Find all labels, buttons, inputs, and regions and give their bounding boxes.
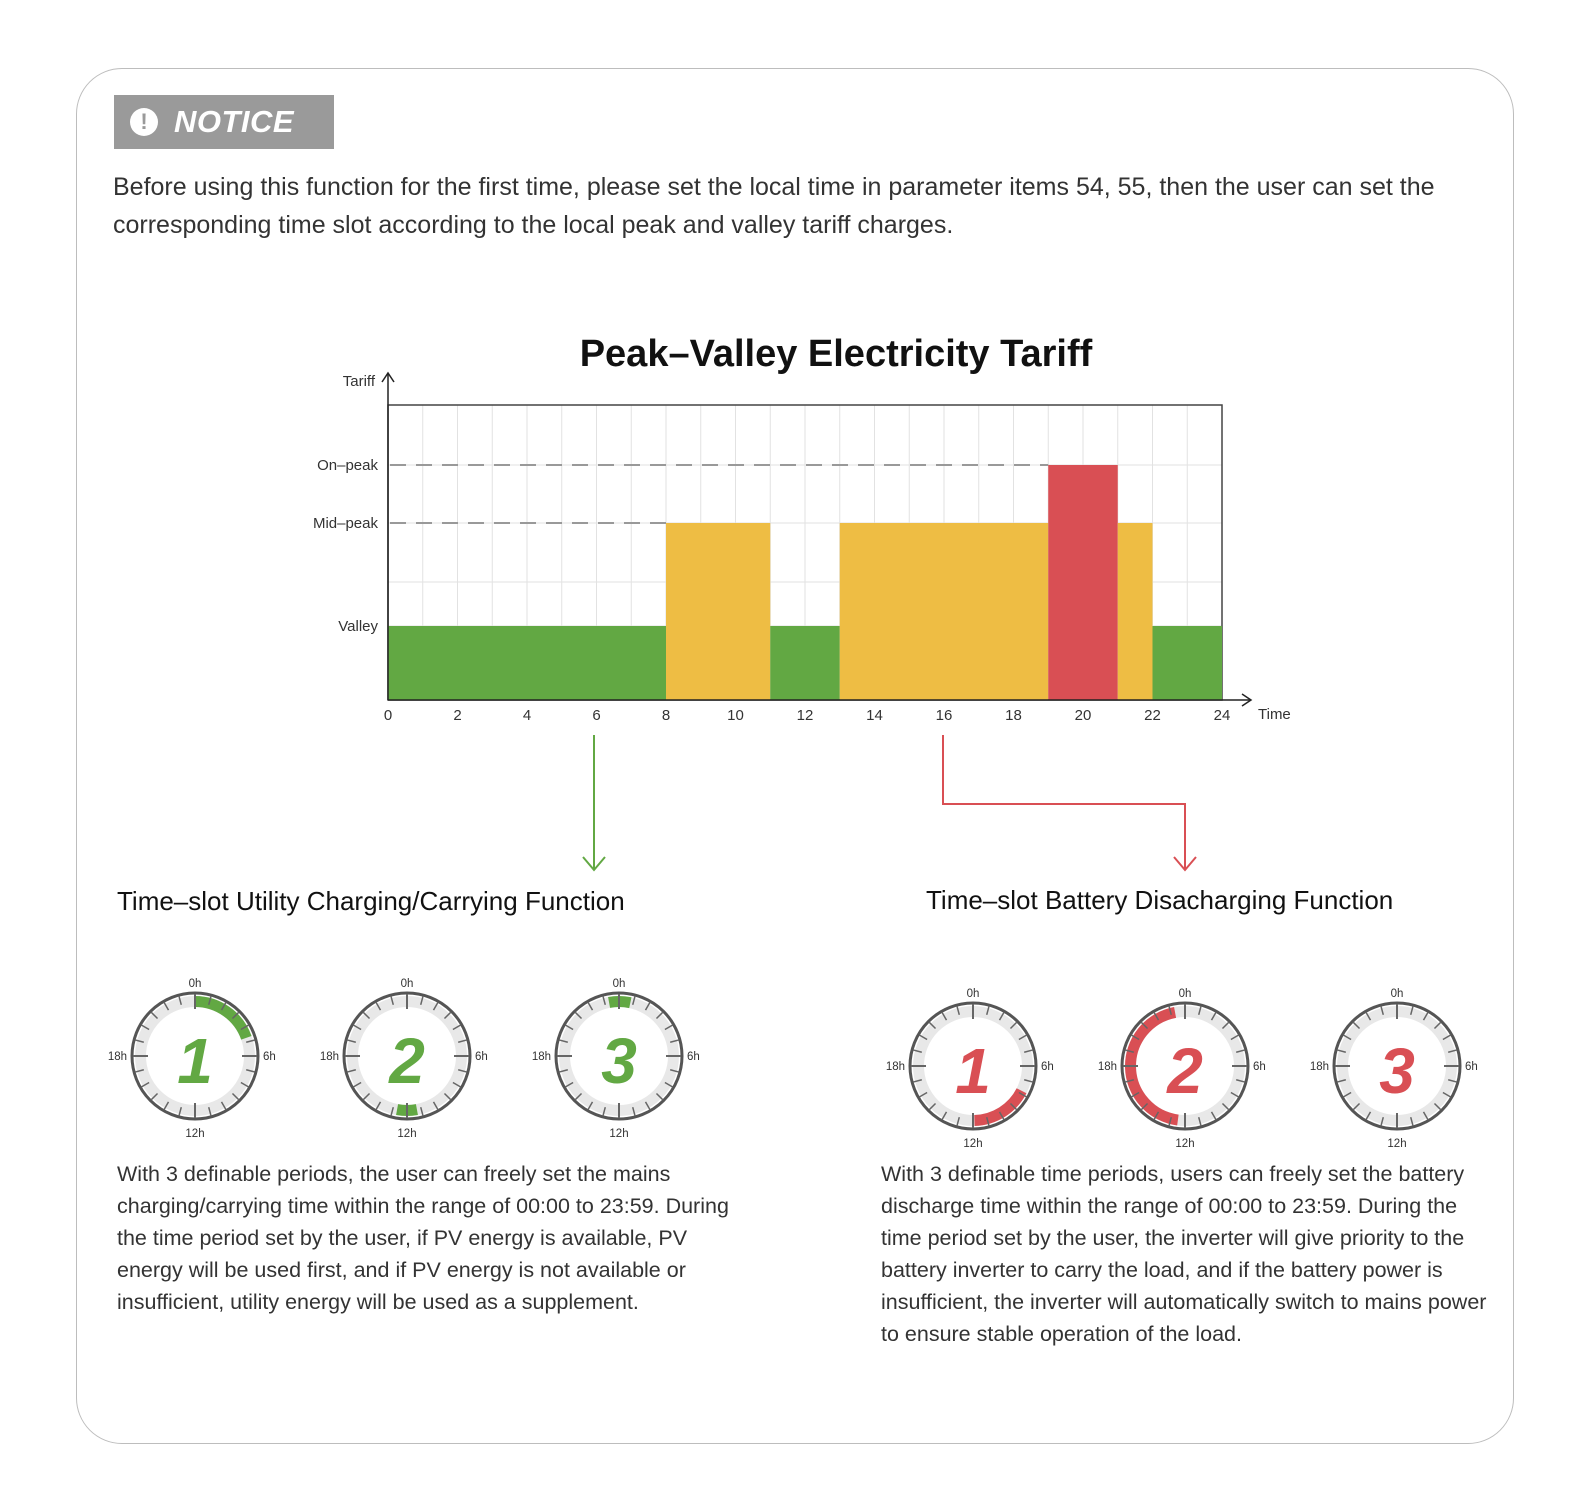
charging-clock-label-18h: 18h (319, 1051, 339, 1063)
x-tick-label: 14 (866, 707, 883, 724)
charging-clock-label-12h: 12h (185, 1128, 205, 1140)
discharging-clock-number: 3 (1379, 1035, 1415, 1107)
tariff-bar (1153, 626, 1223, 700)
discharging-clock-number: 1 (955, 1035, 991, 1107)
x-axis-label: Time (1258, 706, 1291, 723)
charging-description: With 3 definable periods, the user can freely set the mains charging/carrying time within the range of 00:00 to 23:59. During the time period set by the user, if PV energy is available, PV energy will be used first, and if PV energy is not available or insufficient, utility energy will be used as a supplement. (117, 1162, 729, 1314)
charging-clock-label-0h: 0h (400, 978, 414, 990)
x-tick-label: 2 (453, 707, 462, 724)
chart-title: Peak–Valley Electricity Tariff (579, 333, 1093, 375)
charging-clock-label-0h: 0h (612, 978, 626, 990)
x-tick-label: 18 (1005, 707, 1022, 724)
discharging-clock-label-6h: 6h (1041, 1061, 1054, 1073)
red-connector-arrow (943, 735, 1185, 870)
x-tick-label: 12 (796, 707, 814, 724)
x-tick-label: 0 (383, 707, 393, 724)
discharging-clock-label-18h: 18h (885, 1061, 905, 1073)
discharging-description: With 3 definable time periods, users can freely set the battery discharge time within the range of 00:00 to 23:59. During the time period set by the user, the inverter will give priority to the battery inverter to carry the load, and if the battery power is insufficient, the inverter will automatically switch to mains power to ensure stable operation of the load. (881, 1162, 1487, 1346)
charging-clock-label-18h: 18h (107, 1051, 127, 1063)
charging-clock-number: 3 (601, 1025, 637, 1097)
charging-clock-label-6h: 6h (687, 1051, 700, 1063)
tariff-bar (1118, 523, 1153, 700)
x-tick-label: 16 (935, 707, 953, 724)
tariff-bar (770, 626, 840, 700)
y-level-label: On–peak (317, 457, 378, 474)
tariff-bar (666, 523, 770, 700)
x-tick-label: 4 (522, 707, 532, 724)
tariff-bar (840, 523, 1049, 700)
charging-clock-number: 1 (177, 1025, 213, 1097)
tariff-bar (388, 626, 666, 700)
x-tick-label: 24 (1213, 707, 1231, 724)
discharging-clock-label-6h: 6h (1465, 1061, 1478, 1073)
discharging-clock-label-18h: 18h (1097, 1061, 1117, 1073)
x-tick-label: 22 (1144, 707, 1161, 724)
charging-clock-label-12h: 12h (397, 1128, 417, 1140)
discharging-clock-label-12h: 12h (963, 1138, 983, 1150)
charging-clock-label-12h: 12h (609, 1128, 629, 1140)
charging-clock-label-6h: 6h (263, 1051, 276, 1063)
charging-clock-label-0h: 0h (188, 978, 202, 990)
charging-clock-label-6h: 6h (475, 1051, 488, 1063)
discharging-clock-label-0h: 0h (1178, 988, 1192, 1000)
charging-clock-number: 2 (389, 1025, 425, 1097)
discharging-clock-label-12h: 12h (1175, 1138, 1195, 1150)
discharging-clock-label-0h: 0h (1390, 988, 1404, 1000)
tariff-bar (1048, 465, 1118, 700)
discharging-clock-number: 2 (1167, 1035, 1203, 1107)
notice-text: Before using this function for the first time, please set the local time in parameter items 54, 55, then the user can set the corresponding time slot according to the local peak and valley tariff charges. (113, 173, 1435, 239)
discharging-clock-label-0h: 0h (966, 988, 980, 1000)
x-tick-label: 8 (661, 707, 671, 724)
exclamation-circle-icon: ! (130, 108, 158, 136)
charging-section-title: Time–slot Utility Charging/Carrying Function (117, 886, 625, 916)
x-tick-label: 20 (1074, 707, 1092, 724)
discharging-section-title: Time–slot Battery Disacharging Function (926, 885, 1394, 915)
charging-clock-label-18h: 18h (531, 1051, 551, 1063)
y-level-label: Mid–peak (312, 515, 378, 532)
y-level-label: Valley (338, 618, 378, 635)
y-axis-label: Tariff (342, 373, 375, 390)
notice-label: NOTICE (174, 104, 295, 139)
discharging-clock-label-12h: 12h (1387, 1138, 1407, 1150)
discharging-clock-label-6h: 6h (1253, 1061, 1266, 1073)
discharging-clock-label-18h: 18h (1309, 1061, 1329, 1073)
x-tick-label: 10 (727, 707, 744, 724)
x-tick-label: 6 (592, 707, 601, 724)
